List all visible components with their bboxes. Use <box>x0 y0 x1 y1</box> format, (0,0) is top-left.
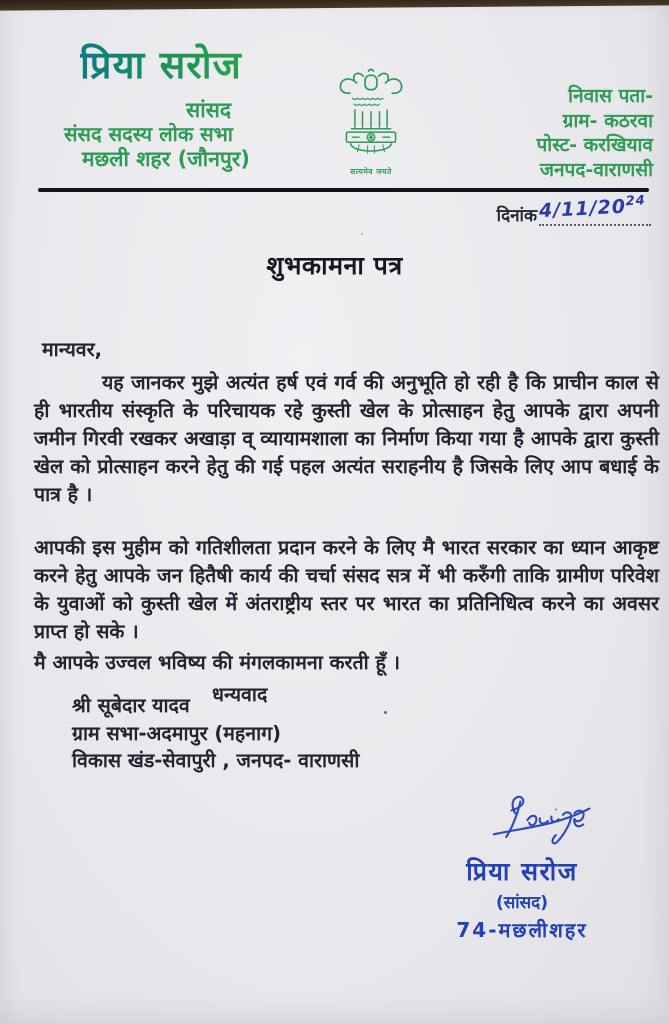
ashoka-lion-capital-icon <box>326 66 416 166</box>
addressee-line: विकास खंड-सेवापुरी , जनपद- वाराणसी <box>72 749 360 772</box>
residence-label: निवास पता- <box>568 85 653 107</box>
letterhead-name: प्रिया सरोज <box>80 38 242 90</box>
signatory-constituency-code: 74-मछलीशहर <box>456 918 588 942</box>
photo-background-edge <box>0 0 669 11</box>
addressee-block <box>72 692 359 775</box>
date-row <box>496 193 651 226</box>
letter-body <box>34 336 659 709</box>
paragraph: मै आपके उज्वल भविष्य की मंगलकामना करती हूँ । <box>34 651 400 674</box>
residence-line: ग्राम- कठरवा <box>562 109 653 132</box>
signatory-designation: (सांसद) <box>496 893 548 913</box>
letter-heading: शुभकामना पत्र <box>266 251 403 280</box>
paragraph: आपकी इस मुहीम को गतिशीलता प्रदान करने के लिए मै भारत सरकार का ध्यान आकृष्ट करने हेतु आपके जन हितैषी कार्य की चर्चा संसद सत्र में भी करुँगी ताकि ग्रामीण परिवेश के युवाओं को कुस्ती खेल में अंतराष्ट्रीय स्तर पर भारत का प्रतिनिधित्व करने का अवसर प्राप्त हो सके । <box>34 536 659 643</box>
handwritten-date: $4/11/20^{24}$ <box>538 193 647 223</box>
date-dotted-line <box>538 193 651 226</box>
closing-word: धन्यवाद <box>212 683 268 706</box>
letterhead-subtitle: संसद सदस्य लोक सभा <box>64 122 233 146</box>
header-divider <box>38 188 649 192</box>
paper-speck <box>361 233 363 235</box>
date-label: दिनांक <box>496 206 537 226</box>
residence-line: पोस्ट- करखियाव <box>536 134 653 156</box>
handwritten-signature-icon <box>464 790 614 856</box>
letterhead-title: सांसद <box>186 98 231 122</box>
emblem-motto: सत्यमेव जयते <box>350 167 392 176</box>
salutation: मान्यवर, <box>42 338 102 361</box>
paragraph: यह जानकर मुझे अत्यंत हर्ष एवं गर्व की अनुभूति हो रही है कि प्राचीन काल से ही भारतीय संस्कृति के परिचायक रहे कुस्ती खेल के प्रोत्साहन हेतु आपके द्वारा अपनी जमीन गिरवी रखकर अखाड़ा व् व्यायामशाला का निर्माण किया गया है आपके द्वारा कुस्ती खेल को प्रोत्साहन करने हेतु की गई पहल अत्यंत सराहनीय है जिसके लिए आप बधाई के पात्र है । <box>34 371 659 506</box>
addressee-line: ग्राम सभा-अदमापुर (महनाग) <box>72 721 282 745</box>
paper-speck <box>384 711 387 714</box>
residence-address <box>536 84 653 182</box>
ashoka-emblem <box>326 66 416 177</box>
letterhead-constituency: मछली शहर (जौनपुर) <box>82 147 250 171</box>
addressee-line: श्री सूबेदार यादव <box>72 694 190 717</box>
signatory-name: प्रिया सरोज <box>466 857 578 886</box>
signature-block <box>430 790 614 943</box>
residence-line: जनपद-वाराणसी <box>539 158 653 181</box>
